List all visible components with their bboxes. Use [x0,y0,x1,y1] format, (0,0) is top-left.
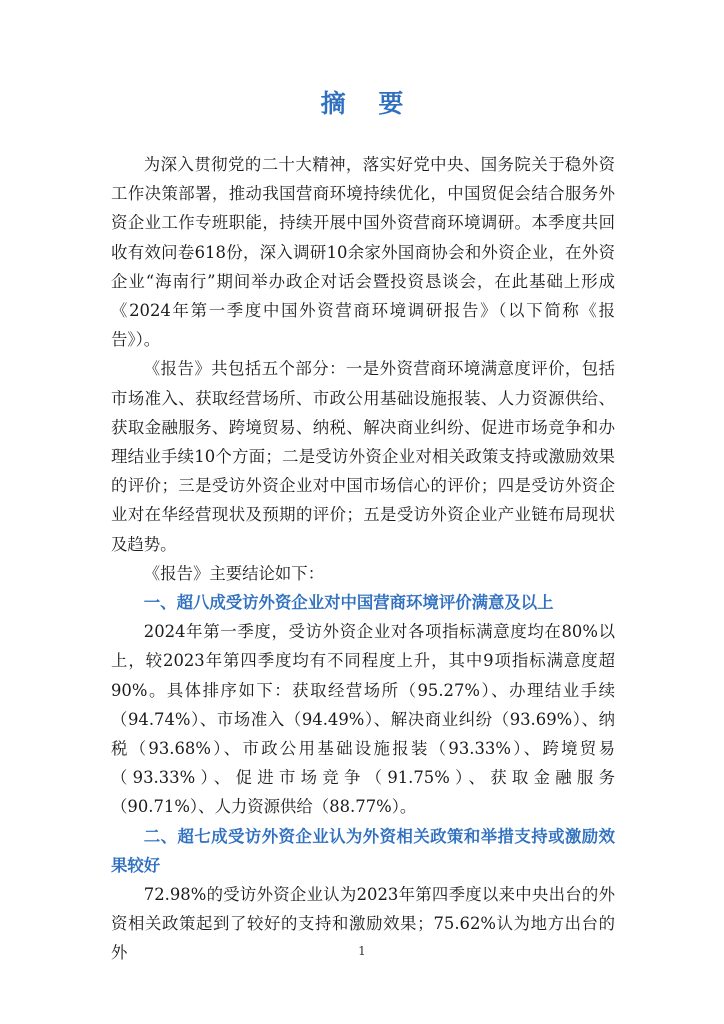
section-heading-2: 二、超七成受访外资企业认为外资相关政策和举措支持或激励效果较好 [111,826,615,875]
document-body [111,150,615,968]
section-heading-1: 一、超八成受访外资企业对中国营商环境评价满意及以上 [143,593,554,613]
page-title: 摘 要 [320,89,416,118]
paragraph-intro: 为深入贯彻党的二十大精神，落实好党中央、国务院关于稳外资工作决策部署，推动我国营商环境持续优化，中国贸促会结合服务外资企业工作专班职能，持续开展中国外资营商环境调研。本季度共回收有效问卷618份，深入调研10余家外国商协会和外资企业，在外资企业“海南行”期间举办政企对话会暨投资恳谈会，在此基础上形成《2024年第一季度中国外资营商环境调研报告》（以下简称《报告》）。 [111,155,615,350]
paragraph-policy-effect: 72.98%的受访外资企业认为2023年第四季度以来中央出台的外资相关政策起到了较好的支持和激励效果；75.62%认为地方出台的外 [111,885,615,963]
paragraph-report-structure: 《报告》共包括五个部分：一是外资营商环境满意度评价，包括市场准入、获取经营场所、市政公用基础设施报装、人力资源供给、获取金融服务、跨境贸易、纳税、解决商业纠纷、促进市场竞争和办理结业手续10个方面；二是受访外资企业对相关政策支持或激励效果的评价；三是受访外资企业对中国市场信心的评价；四是受访外资企业对在华经营现状及预期的评价；五是受访外资企业产业链布局现状及趋势。 [111,359,615,554]
paragraph-satisfaction-ranking: 2024年第一季度，受访外资企业对各项指标满意度均在80%以上，较2023年第四季度均有不同程度上升，其中9项指标满意度超90%。具体排序如下：获取经营场所（95.27%）、办理结业手续（94.74%）、市场准入（94.49%）、解决商业纠纷（93.69%）、纳税（93.68%）、市政公用基础设施报装（93.33%）、跨境贸易（93.33%）、促进市场竞争（91.75%）、获取金融服务（90.71%）、人力资源供给（88.77%）。 [111,622,615,817]
paragraph-conclusions-lead: 《报告》主要结论如下： [143,563,325,583]
page-number: 1 [358,944,366,958]
